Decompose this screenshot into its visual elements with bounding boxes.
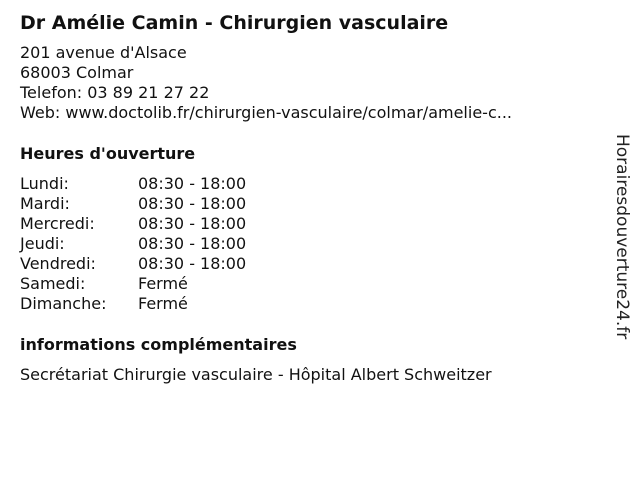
hours-row-sunday — [20, 294, 610, 314]
phone-number: Telefon: 03 89 21 27 22 — [20, 83, 210, 102]
day-label: Lundi: — [20, 174, 69, 193]
time-value: 08:30 - 18:00 — [138, 234, 247, 253]
site-watermark: Horairesdouverture24.fr — [612, 134, 632, 340]
time-value: 08:30 - 18:00 — [138, 254, 247, 273]
time-value: 08:30 - 18:00 — [138, 194, 247, 213]
website-link[interactable] — [20, 103, 610, 123]
hours-row-tuesday — [20, 194, 610, 214]
day-label: Mercredi: — [20, 214, 95, 233]
info-text: Secrétariat Chirurgie vasculaire - Hôpital Albert Schweitzer — [20, 365, 492, 384]
day-label: Samedi: — [20, 274, 86, 293]
website-link-text[interactable]: Web: www.doctolib.fr/chirurgien-vasculaire/colmar/amelie-c... — [20, 103, 512, 122]
business-card — [20, 10, 610, 385]
day-label: Mardi: — [20, 194, 70, 213]
hours-row-friday — [20, 254, 610, 274]
day-label: Jeudi: — [20, 234, 65, 253]
time-value: Fermé — [138, 294, 188, 313]
address-block — [20, 43, 610, 123]
time-value: 08:30 - 18:00 — [138, 174, 247, 193]
hours-heading: Heures d'ouverture — [20, 144, 196, 163]
day-label: Vendredi: — [20, 254, 96, 273]
hours-table — [20, 174, 610, 314]
time-value: 08:30 - 18:00 — [138, 214, 247, 233]
hours-row-monday — [20, 174, 610, 194]
page-title: Dr Amélie Camin - Chirurgien vasculaire — [20, 12, 449, 34]
hours-row-wednesday — [20, 214, 610, 234]
day-label: Dimanche: — [20, 294, 107, 313]
street-address: 201 avenue d'Alsace — [20, 43, 187, 62]
info-heading: informations complémentaires — [20, 335, 297, 354]
city-address: 68003 Colmar — [20, 63, 134, 82]
hours-row-saturday — [20, 274, 610, 294]
hours-row-thursday — [20, 234, 610, 254]
time-value: Fermé — [138, 274, 188, 293]
